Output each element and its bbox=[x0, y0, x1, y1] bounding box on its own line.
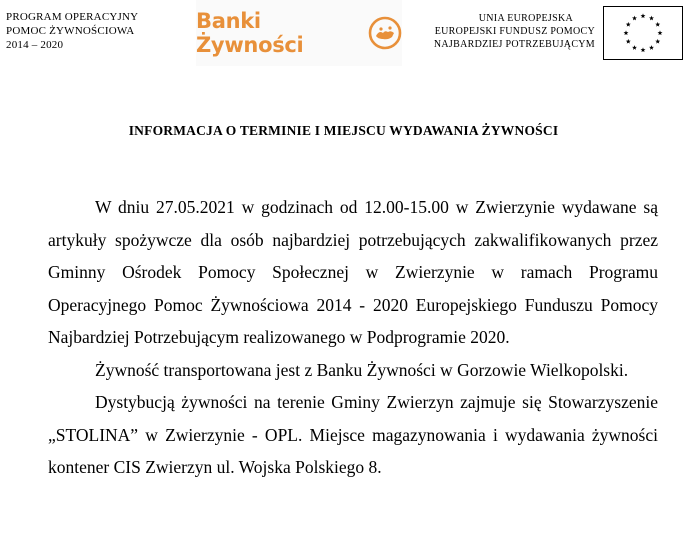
paragraph-distribution-date: W dniu 27.05.2021 w godzinach od 12.00-15.00 w Zwierzynie wydawane są artykuły spożywcze dla osób najbardziej potrzebujących zakwalifikowanych przez Gminny Ośrodek Pomocy Społecznej w Zwierzynie w ramach Programu Operacyjnego Pomoc Żywnościowa 2014 - 2020 Europejskiego Funduszu Pomocy Najbardziej Potrzebującym realizowanego w Podprogramie 2020. bbox=[48, 197, 658, 347]
eu-star bbox=[655, 22, 660, 27]
eu-line-3: NAJBARDZIEJ POTRZEBUJĄCYM bbox=[433, 39, 595, 50]
eu-star bbox=[641, 13, 646, 18]
eu-star bbox=[655, 39, 660, 44]
eu-line-2: EUROPEJSKI FUNDUSZ POMOCY bbox=[434, 26, 595, 37]
program-header bbox=[6, 10, 138, 52]
eu-star bbox=[649, 16, 654, 21]
paragraph-distributor: Dystybucją żywności na terenie Gminy Zwierzyn zajmuje się Stowarzyszenie „STOLINA” w Zwierzynie - OPL. Miejsce magazynowania i wydawania żywności kontener CIS Zwierzyn ul. Wojska Polskiego 8. bbox=[48, 392, 658, 477]
program-line-1: PROGRAM OPERACYJNY bbox=[6, 11, 139, 23]
program-line-3: 2014 – 2020 bbox=[6, 39, 64, 51]
eu-star bbox=[624, 30, 629, 35]
eu-star bbox=[649, 45, 654, 50]
banki-zywnosci-logo bbox=[196, 0, 402, 66]
eu-header bbox=[434, 12, 595, 51]
eu-star bbox=[641, 47, 646, 52]
document-title: INFORMACJA O TERMINIE I MIEJSCU WYDAWANIA ŻYWNOŚCI bbox=[128, 123, 559, 138]
eu-star bbox=[626, 39, 631, 44]
logo-text: Banki Żywności bbox=[196, 9, 304, 57]
food-bank-logo-icon bbox=[368, 16, 402, 50]
document-body bbox=[48, 191, 658, 484]
program-line-2: POMOC ŻYWNOŚCIOWA bbox=[6, 25, 135, 37]
paragraph-transport: Żywność transportowana jest z Banku Żywności w Gorzowie Wielkopolski. bbox=[95, 359, 629, 380]
eu-star bbox=[658, 30, 663, 35]
eu-flag-icon bbox=[603, 6, 683, 60]
eu-star bbox=[632, 45, 637, 50]
eu-star bbox=[626, 22, 631, 27]
eu-line-1: UNIA EUROPEJSKA bbox=[478, 13, 573, 24]
eu-star bbox=[632, 16, 637, 21]
